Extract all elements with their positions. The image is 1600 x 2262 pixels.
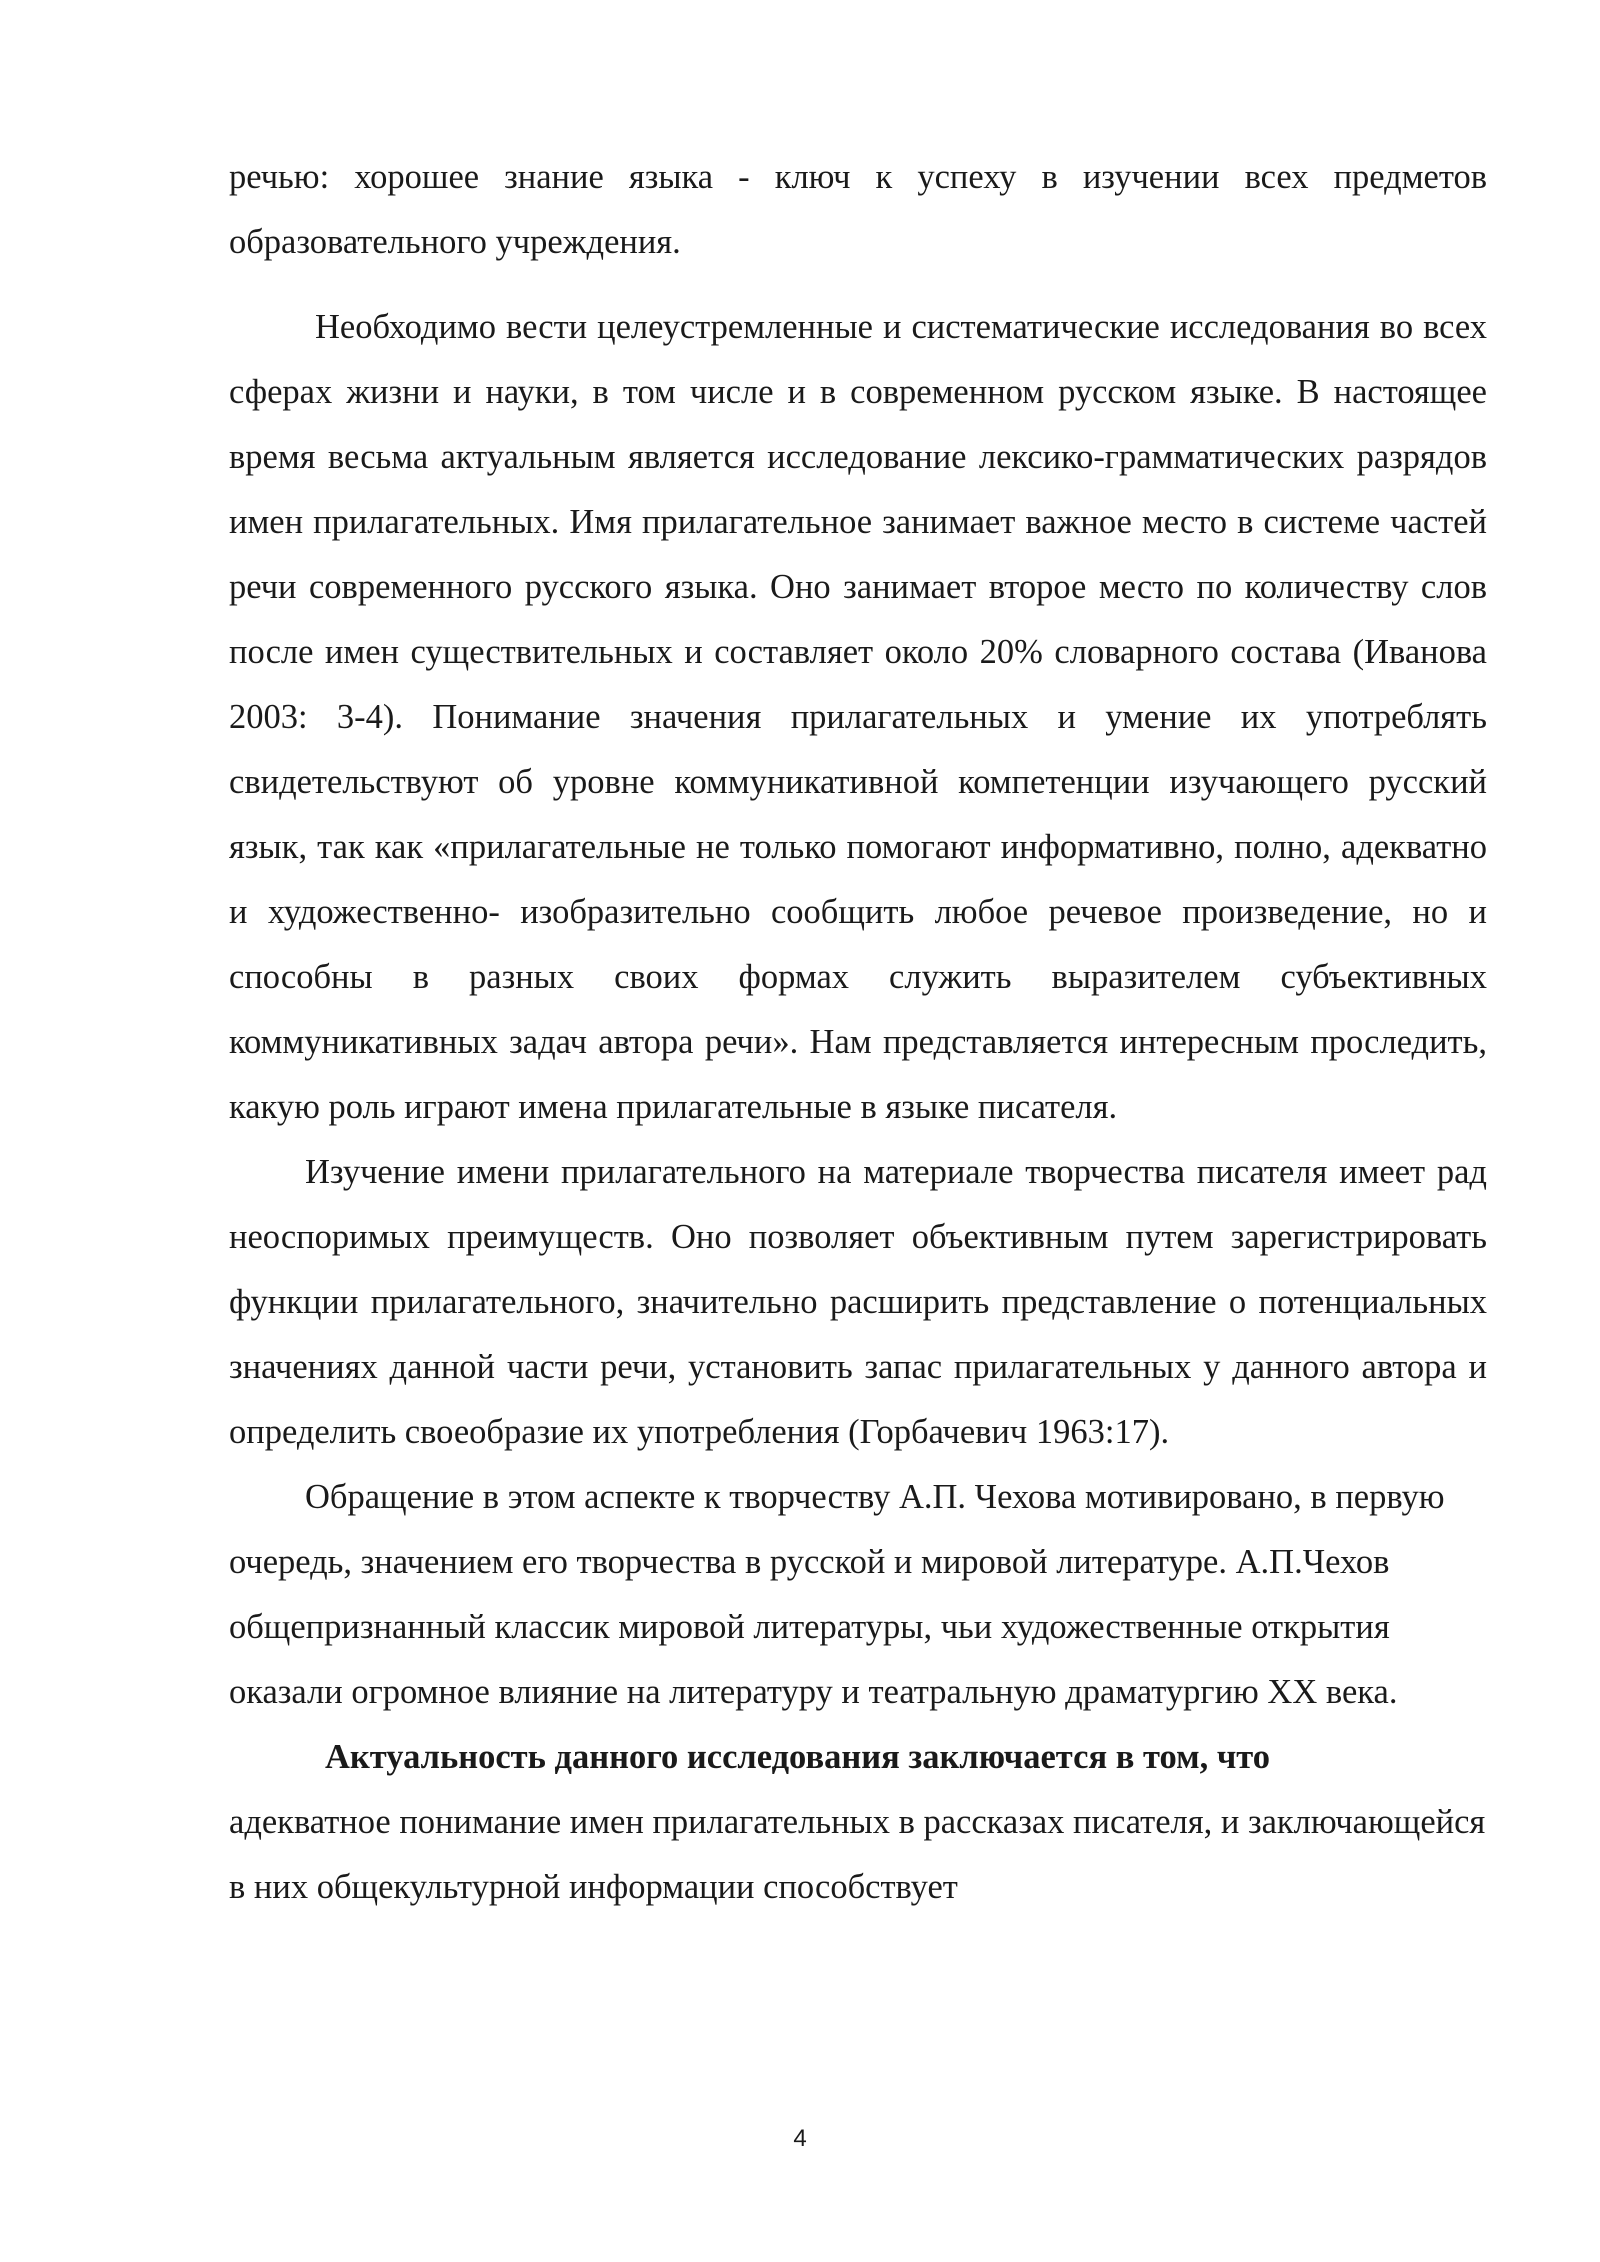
paragraph-1: речью: хорошее знание языка - ключ к успеху в изучении всех предметов образовательного учреждения. (229, 158, 1487, 261)
body-text (229, 145, 1487, 1920)
paragraph-3: Изучение имени прилагательного на материале творчества писателя имеет рад неоспоримых преимуществ. Оно позволяет объективным путем зарегистрировать функции прилагательного, значительно расширить представление о потенциальных значениях данной части речи, установить запас прилагательных у данного автора и определить своеобразие их употребления (Горбачевич 1963:17). (229, 1153, 1487, 1451)
relevance-heading: Актуальность данного исследования заключается в том, что (325, 1738, 1271, 1776)
paragraph-5 (229, 1725, 1487, 1920)
paragraph-2: Необходимо вести целеустремленные и систематические исследования во всех сферах жизни и науки, в том числе и в современном русском языке. В настоящее время весьма актуальным является исследование лексико-грамматических разрядов имен прилагательных. Имя прилагательное занимает важное место в системе частей речи современного русского языка. Оно занимает второе место по количеству слов после имен существительных и составляет около 20% словарного состава (Иванова 2003: 3-4). Понимание значения прилагательных и умение их употреблять свидетельствуют об уровне коммуникативной компетенции изучающего русский язык, так как «прилагательные не только помогают информативно, полно, адекватно и художественно- изобразительно сообщить любое речевое произведение, но и способны в разных своих формах служить выразителем субъективных коммуникативных задач автора речи». Нам представляется интересным проследить, какую роль играют имена прилагательные в языке писателя. (229, 308, 1487, 1126)
page-number: 4 (793, 2125, 807, 2152)
paragraph-4: Обращение в этом аспекте к творчеству А.П. Чехова мотивировано, в первую очередь, значением его творчества в русской и мировой литературе. А.П.Чехов общепризнанный классик мировой литературы, чьи художественные открытия оказали огромное влияние на литературу и театральную драматургию XX века. (229, 1478, 1445, 1711)
paragraph-5-text: адекватное понимание имен прилагательных в рассказах писателя, и заключающейся в них общекультурной информации способствует (229, 1803, 1486, 1906)
